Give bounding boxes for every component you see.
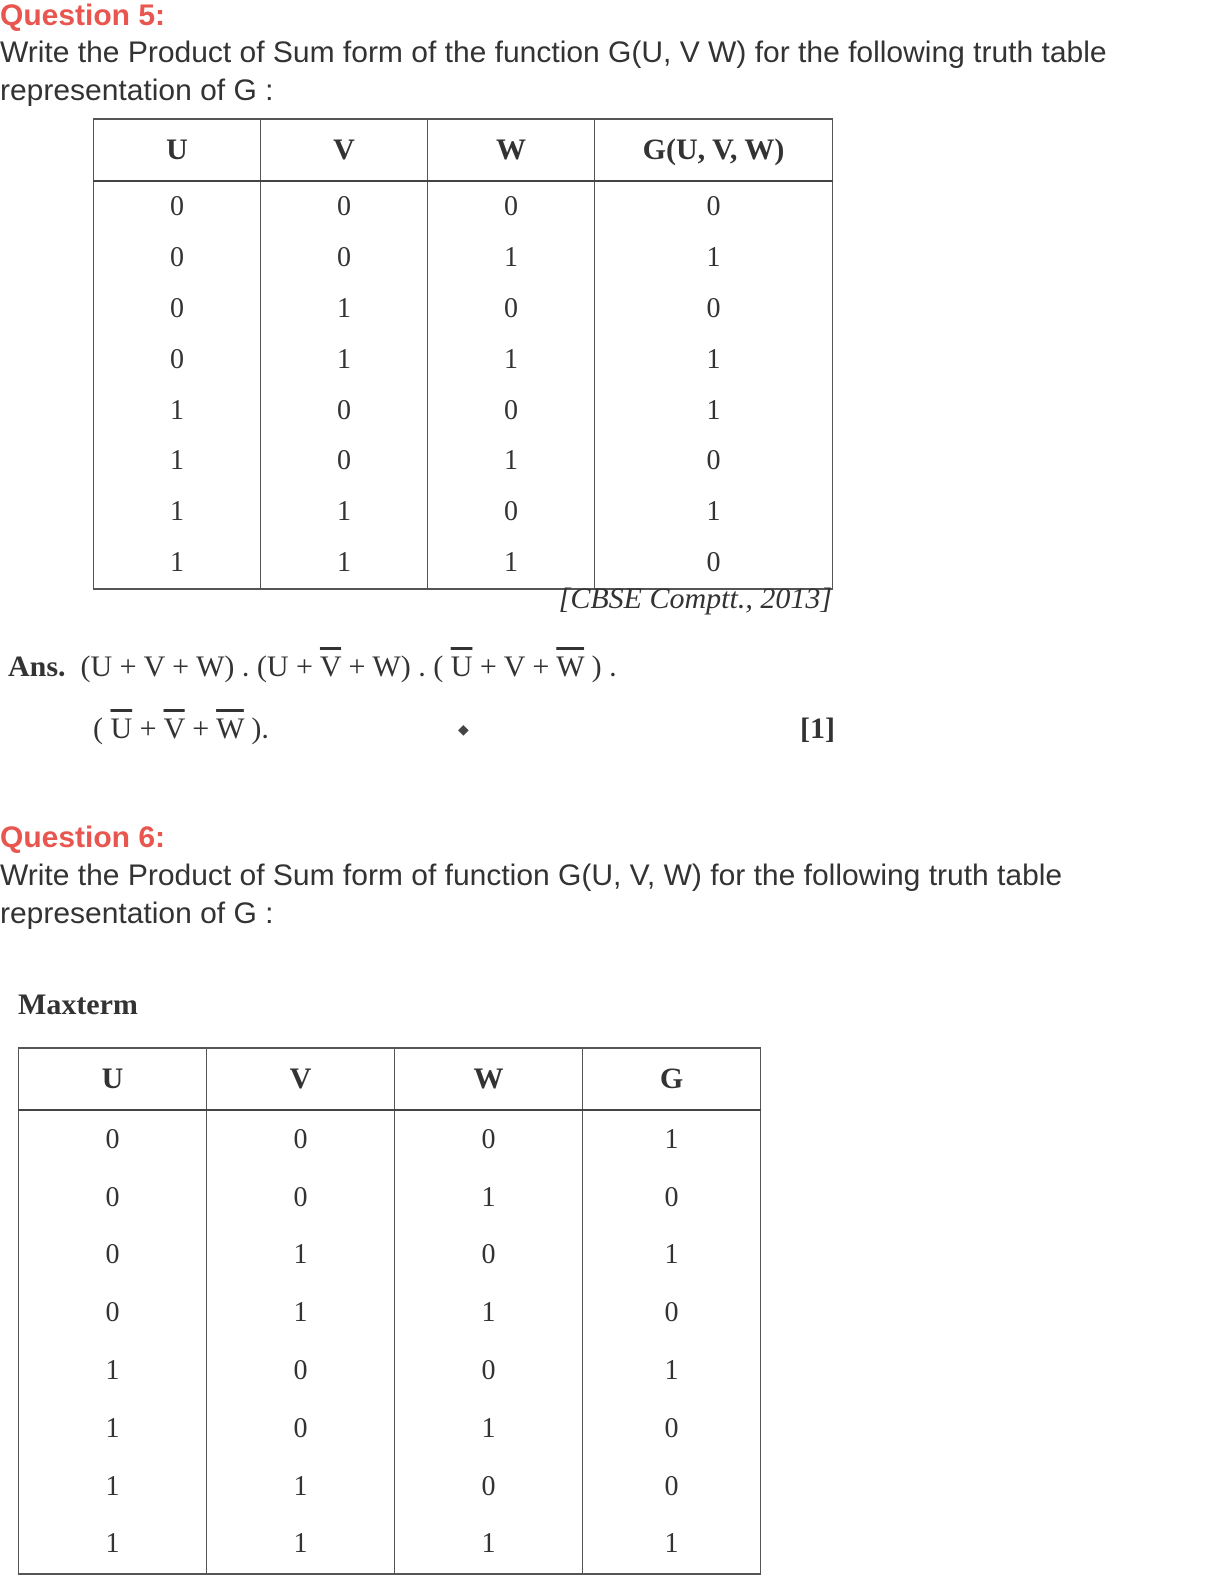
- answer-line-1: [8, 650, 617, 684]
- cell: 1: [583, 1342, 761, 1400]
- cell: 0: [583, 1169, 761, 1227]
- cell: 0: [19, 1284, 207, 1342]
- complement-v: $\overline{V}$: [319, 650, 342, 683]
- cell: 1: [94, 385, 261, 436]
- complement-w: $\overline{W}$: [216, 712, 244, 745]
- cell: 0: [94, 284, 261, 335]
- cell: 0: [261, 436, 428, 487]
- cell: 0: [583, 1400, 761, 1458]
- answer-term-2: [257, 650, 426, 683]
- term-part: (: [433, 650, 451, 683]
- cell: 1: [94, 538, 261, 590]
- cell: 0: [595, 284, 833, 335]
- cell: 1: [595, 385, 833, 436]
- complement-u: $\overline{U}$: [110, 712, 133, 745]
- cell: 0: [583, 1458, 761, 1516]
- cell: 0: [207, 1342, 395, 1400]
- cell: 0: [94, 233, 261, 284]
- header-u: U: [94, 119, 261, 181]
- cell: 0: [428, 284, 595, 335]
- cell: 1: [261, 487, 428, 538]
- term-part: ) .: [584, 650, 617, 683]
- header-v: V: [261, 119, 428, 181]
- cell: 1: [207, 1516, 395, 1575]
- header-g: G: [583, 1048, 761, 1110]
- complement-u: $\overline{U}$: [450, 650, 473, 683]
- cell: 1: [19, 1458, 207, 1516]
- table-row: [19, 1516, 761, 1575]
- cell: 0: [94, 181, 261, 233]
- cell: 0: [428, 181, 595, 233]
- header-w: W: [395, 1048, 583, 1110]
- cell: 0: [94, 334, 261, 385]
- cell: 0: [207, 1400, 395, 1458]
- cell: 1: [595, 334, 833, 385]
- cell: 1: [583, 1227, 761, 1285]
- marks-label: [1]: [800, 712, 835, 745]
- cell: 0: [428, 385, 595, 436]
- cell: 1: [583, 1516, 761, 1575]
- term-part: (U +: [256, 650, 320, 683]
- table-header-row: [19, 1048, 761, 1110]
- question-6-text-line1: Write the Product of Sum form of function G(U, V, W) for the following truth table: [0, 859, 1063, 892]
- cell: 0: [595, 436, 833, 487]
- term-part: +: [132, 712, 164, 745]
- table-row: [94, 487, 833, 538]
- table-row: [94, 385, 833, 436]
- cell: 0: [395, 1342, 583, 1400]
- table-row: [19, 1284, 761, 1342]
- cell: 1: [261, 334, 428, 385]
- cell: 0: [395, 1227, 583, 1285]
- cell: 1: [207, 1227, 395, 1285]
- header-g: G(U, V, W): [595, 119, 833, 181]
- term-part: + W) .: [341, 650, 426, 683]
- question-5-title: Question 5:: [0, 0, 166, 32]
- answer-line-2: [93, 712, 269, 746]
- cell: 0: [395, 1110, 583, 1169]
- cell: 1: [395, 1169, 583, 1227]
- question-6-truth-table: [18, 1047, 761, 1575]
- cell: 1: [19, 1516, 207, 1575]
- cell: 1: [19, 1400, 207, 1458]
- question-5-text-line1: Write the Product of Sum form of the function G(U, V W) for the following truth table: [0, 36, 1107, 69]
- cell: 1: [261, 538, 428, 590]
- cell: 0: [207, 1110, 395, 1169]
- table-row: [94, 181, 833, 233]
- cell: 0: [583, 1284, 761, 1342]
- term-part: ).: [243, 712, 269, 745]
- header-u: U: [19, 1048, 207, 1110]
- table-row: [94, 334, 833, 385]
- cell: 0: [395, 1458, 583, 1516]
- answer-term-1: (U + V + W) .: [80, 650, 250, 683]
- cell: 1: [595, 233, 833, 284]
- table-row: [19, 1110, 761, 1169]
- cell: 1: [428, 538, 595, 590]
- cell: 0: [428, 487, 595, 538]
- cell: 0: [261, 181, 428, 233]
- cell: 1: [395, 1516, 583, 1575]
- term-part: + V +: [472, 650, 557, 683]
- cell: 1: [19, 1342, 207, 1400]
- term-part: +: [184, 712, 217, 745]
- cell: 0: [261, 385, 428, 436]
- cell: 0: [19, 1169, 207, 1227]
- table-row: [19, 1458, 761, 1516]
- complement-v: $\overline{V}$: [163, 712, 185, 745]
- cell: 1: [395, 1400, 583, 1458]
- cell: 1: [207, 1458, 395, 1516]
- cell: 0: [595, 181, 833, 233]
- table-row: [19, 1169, 761, 1227]
- table-row: [94, 284, 833, 335]
- stray-mark-icon: ◆: [458, 723, 469, 738]
- answer-label: Ans.: [8, 650, 66, 683]
- cell: 1: [595, 487, 833, 538]
- cell: 1: [94, 436, 261, 487]
- cell: 0: [19, 1227, 207, 1285]
- table-row: [19, 1400, 761, 1458]
- cell: 0: [595, 538, 833, 590]
- table-row: [94, 436, 833, 487]
- cell: 1: [583, 1110, 761, 1169]
- table-row: [19, 1227, 761, 1285]
- cell: 1: [261, 284, 428, 335]
- cell: 0: [261, 233, 428, 284]
- header-v: V: [207, 1048, 395, 1110]
- cell: 1: [428, 233, 595, 284]
- complement-w: $\overline{W}$: [556, 650, 585, 683]
- table-row: [19, 1342, 761, 1400]
- table-caption: Maxterm: [18, 988, 138, 1021]
- question-5-truth-table: [93, 118, 833, 590]
- cell: 1: [395, 1284, 583, 1342]
- header-w: W: [428, 119, 595, 181]
- cell: 1: [428, 436, 595, 487]
- cell: 1: [428, 334, 595, 385]
- source-citation: [CBSE Comptt., 2013]: [558, 582, 832, 615]
- question-6-title: Question 6:: [0, 821, 166, 854]
- cell: 0: [19, 1110, 207, 1169]
- cell: 1: [207, 1284, 395, 1342]
- table-header-row: [94, 119, 833, 181]
- table-row: [94, 233, 833, 284]
- cell: 1: [94, 487, 261, 538]
- answer-term-3: [433, 650, 616, 683]
- question-5-text-line2: representation of G :: [0, 74, 274, 107]
- cell: 0: [207, 1169, 395, 1227]
- term-part: (: [93, 712, 111, 745]
- question-6-text-line2: representation of G :: [0, 897, 274, 930]
